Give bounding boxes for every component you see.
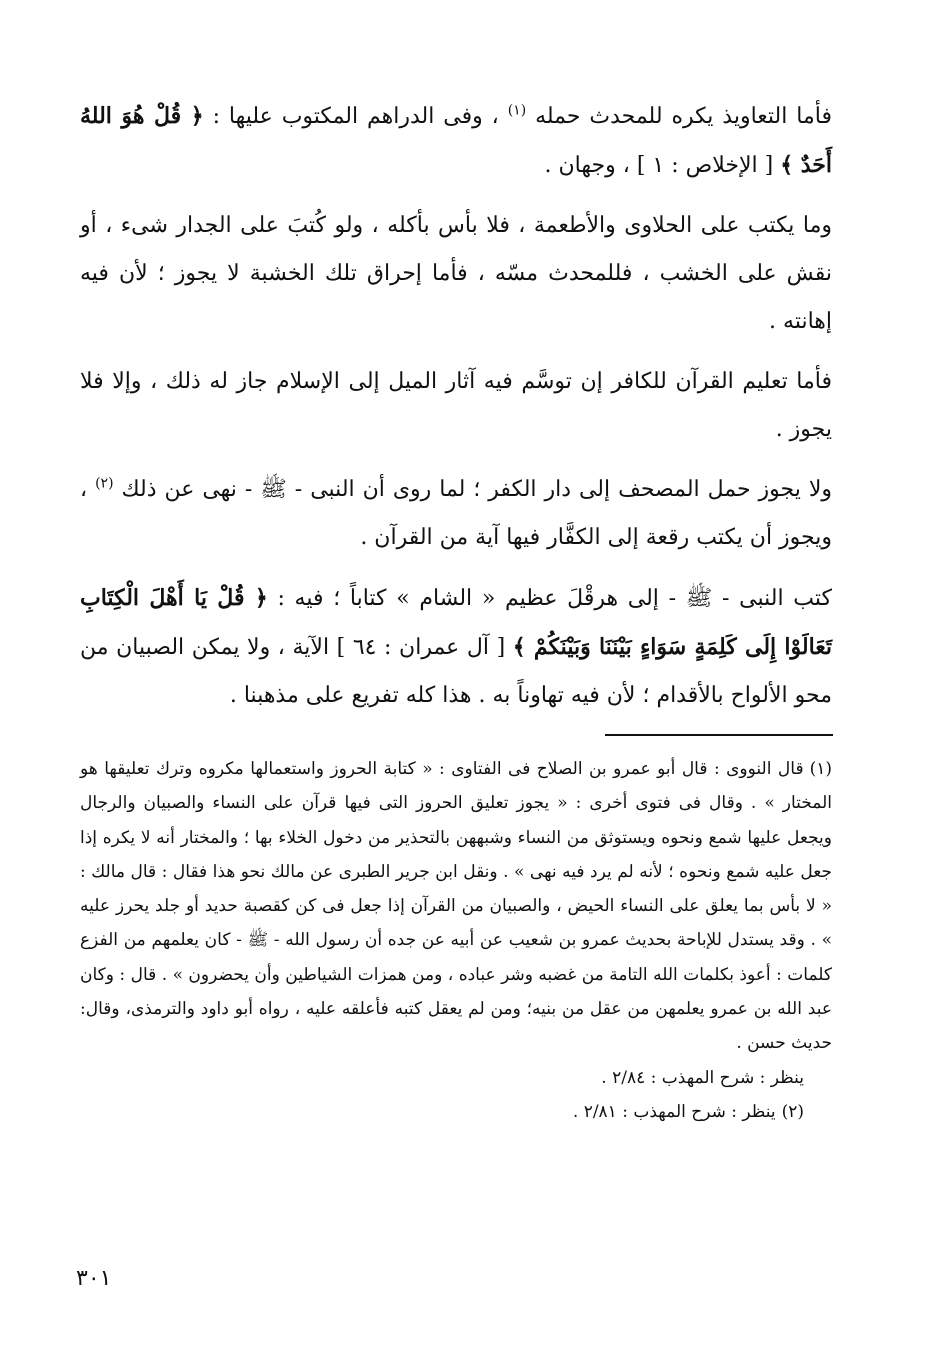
paragraph-1-text-b: ، وفى الدراهم المكتوب عليها : [203, 104, 508, 129]
paragraph-4 [80, 466, 832, 562]
footnote-2-number: (٢) [781, 1101, 804, 1122]
paragraph-1 [80, 92, 832, 190]
paragraph-5-text-a: كتب النبى - ﷺ - إلى هرقْلَ عظيم « الشام » كتاباً ؛ فيه : [267, 586, 832, 611]
footnote-1-reference: ينظر : شرح المهذب : ٢/٨٤ . [601, 1067, 804, 1088]
footnote-1 [80, 752, 832, 1061]
main-text [80, 92, 832, 732]
paragraph-4-text-a: ولا يجوز حمل المصحف إلى دار الكفر ؛ لما روى أن النبى - ﷺ - نهى عن ذلك [113, 477, 832, 502]
footnote-ref-2: (٢) [95, 475, 114, 492]
footnote-separator [605, 734, 833, 736]
paragraph-5 [80, 574, 832, 720]
quran-verse-ikhlas: ﴿ قُلْ هُوَ اللهُ أَحَدٌ ﴾ [80, 103, 832, 178]
paragraph-5-text-b: [ آل عمران : ٦٤ ] الآية ، ولا يمكن الصبيان من محو الألواح بالأقدام ؛ لأن فيه تهاوناً به . هذا كله تفريع على مذهبنا . [80, 635, 832, 708]
footnote-1-number: (١) [809, 759, 832, 779]
footnote-2 [80, 1095, 832, 1129]
page-number: ٣٠١ [76, 1266, 112, 1291]
paragraph-2: وما يكتب على الحلاوى والأطعمة ، فلا بأس بأكله ، ولو كُتبَ على الجدار شىء ، أو نقش على الخشب ، فللمحدث مسّه ، فأما إحراق تلك الخشبة لا يجوز ؛ لأن فيه إهانته . [80, 213, 832, 334]
footnotes [80, 752, 832, 1129]
quran-verse-al-imran: ﴿ قُلْ يَا أَهْلَ الْكِتَابِ تَعَالَوْا إِلَى كَلِمَةٍ سَوَاءٍ بَيْنَنَا وَبَيْنَكُمْ ﴾ [80, 585, 833, 660]
paragraph-4-text-b: ، ويجوز أن يكتب رقعة إلى الكفَّار فيها آية من القرآن . [80, 477, 832, 550]
footnote-ref-1: (١) [507, 102, 527, 119]
footnote-2-text: ينظر : شرح المهذب : ٢/٨١ . [572, 1101, 776, 1122]
paragraph-1-text-c: [ الإخلاص : ١ ] ، وجهان . [544, 153, 781, 178]
footnote-1-text: قال النووى : قال أبو عمرو بن الصلاح فى الفتاوى : « كتابة الحروز واستعمالها مكروه وترك تعليقها هو المختار » . وقال فى فتوى أخرى : « يجوز تعليق الحروز التى فيها قرآن على النساء والصبيان والرجال ويجعل عليها شمع ونحوه ويستوثق من النساء وشبههن بالتحذير من دخول الخلاء بها ؛ والمختار أنه لا يكره إذا جعل عليه شمع ونحوه ؛ لأنه لم يرد فيه نهى » . ونقل ابن جرير الطبرى عن مالك نحو هذا فقال : قال مالك : « لا بأس بما يعلق على النساء الحيض ، والصبيان من القرآن إذا جعل فى كن كقصبة حديد أو جلد يحرز عليه » . وقد يستدل للإباحة بحديث عمرو بن شعيب عن أبيه عن جده أن رسول الله - ﷺ - كان يعلمهم من الفزع كلمات : أعوذ بكلمات الله التامة من غضبه وشر عباده ، ومن همزات الشياطين وأن يحضرون » . قال : وكان عبد الله بن عمرو يعلمهن من عقل من بنيه؛ ومن لم يعقل كتبه فأعلقه عليه ، رواه أبو داود والترمذى، وقال: حديث حسن . [80, 759, 832, 1054]
paragraph-3: فأما تعليم القرآن للكافر إن توسَّم فيه آثار الميل إلى الإسلام جاز له ذلك ، وإلا فلا يجوز . [80, 369, 832, 442]
paragraph-1-text-a: فأما التعاويذ يكره للمحدث حمله [526, 104, 832, 129]
